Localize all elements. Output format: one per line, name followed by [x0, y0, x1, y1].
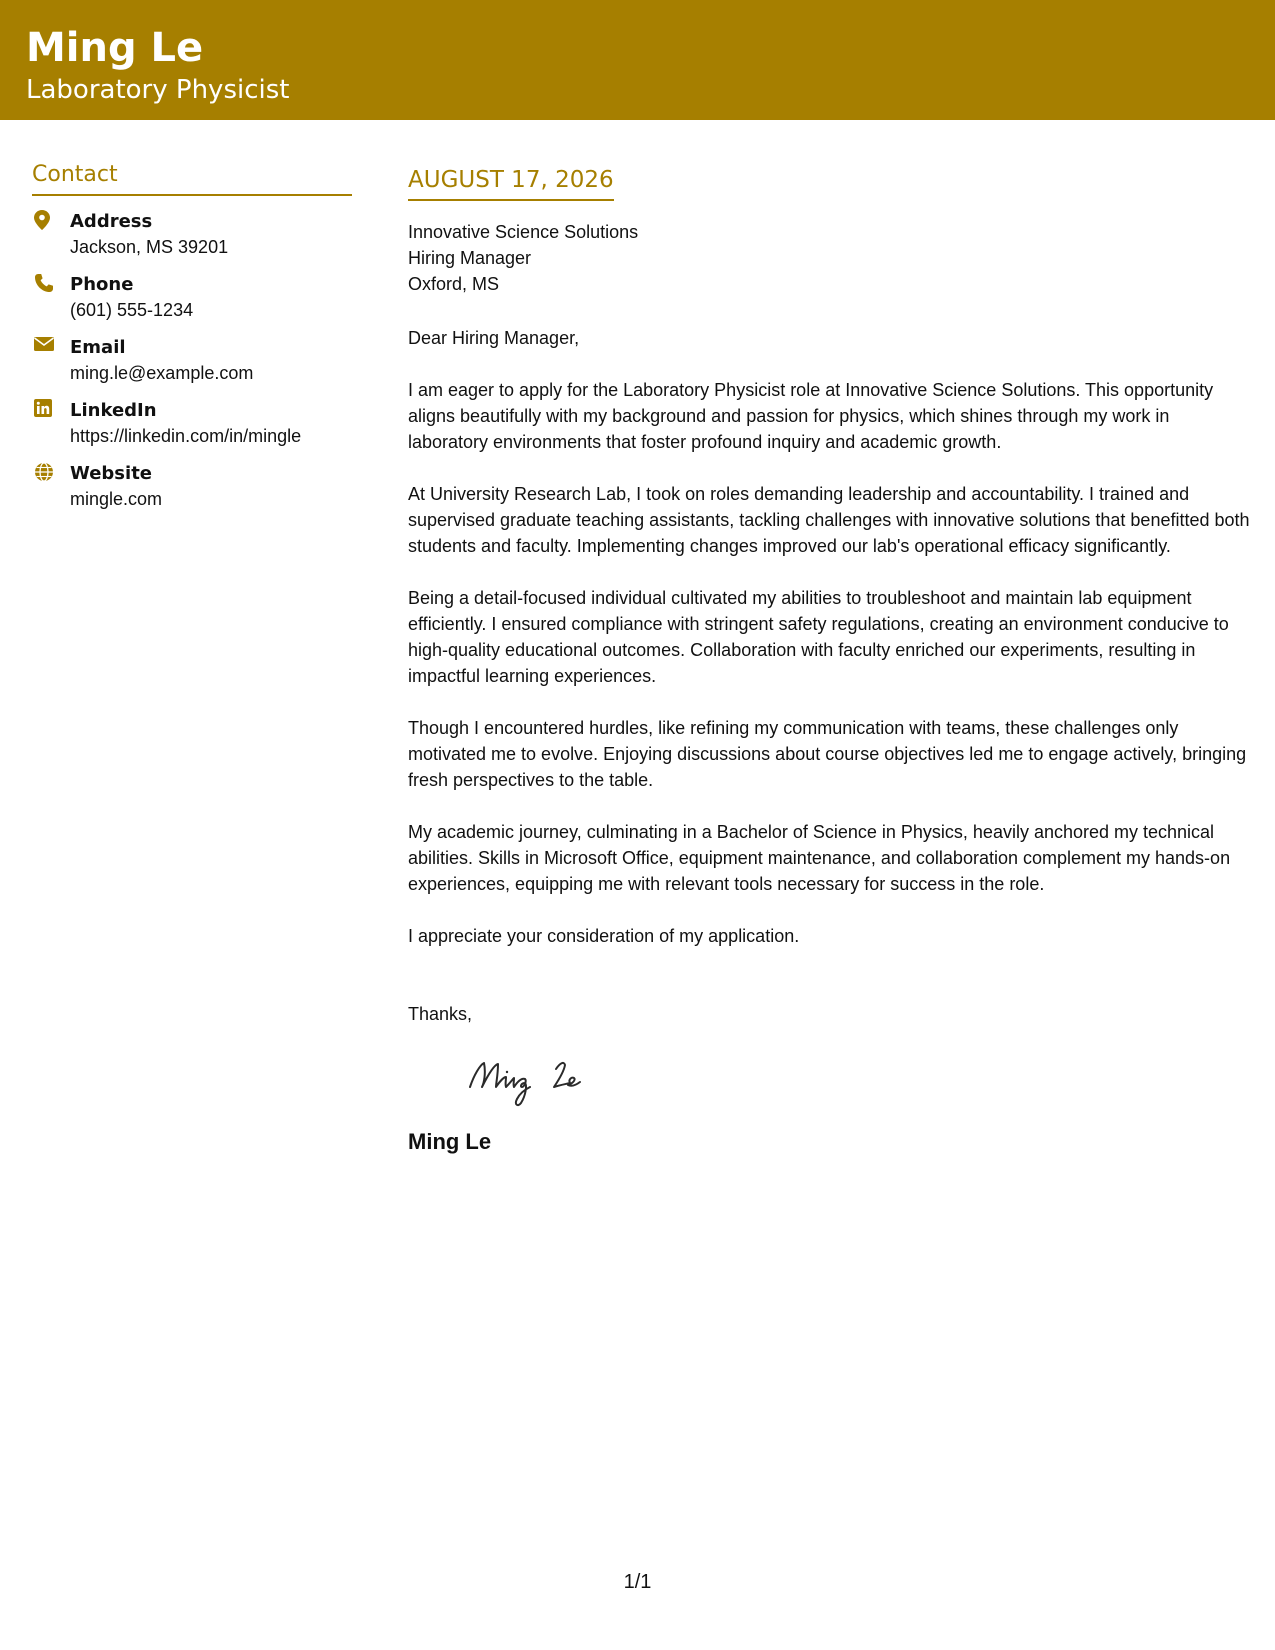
contact-section-title: Contact [32, 160, 352, 196]
contact-value[interactable]: https://linkedin.com/in/mingle [70, 426, 302, 446]
contact-label: Email [70, 337, 126, 358]
contact-item-address [32, 210, 352, 273]
contact-item-phone [32, 273, 352, 336]
signer-name: Ming Le [408, 1129, 492, 1154]
contact-value: ming.le@example.com [70, 363, 254, 383]
contact-item-linkedin [32, 399, 352, 462]
globe-icon [34, 462, 54, 482]
contact-sidebar [32, 160, 352, 525]
applicant-role: Laboratory Physicist [26, 75, 290, 105]
applicant-name: Ming Le [26, 25, 204, 71]
contact-label: Address [70, 211, 153, 232]
contact-label: LinkedIn [70, 400, 157, 421]
recipient-location: Oxford, MS [408, 274, 500, 294]
contact-item-email [32, 336, 352, 399]
recipient-company: Innovative Science Solutions [408, 222, 639, 242]
contact-value[interactable]: mingle.com [70, 489, 163, 509]
page-number: 1/1 [623, 1571, 652, 1593]
map-marker-icon [34, 210, 54, 230]
envelope-icon [34, 336, 54, 356]
recipient-block [408, 219, 1253, 297]
contact-label: Website [70, 463, 153, 484]
letter-paragraph: Being a detail-focused individual cultivated my abilities to troubleshoot and maintain lab equipment efficiently. I ensured compliance with stringent safety regulations, creating an environment conducive to high-quality educational outcomes. Collaboration with faculty enriched our experiments, resulting in impactful learning experiences. [408, 588, 1229, 686]
header-banner [0, 0, 1275, 120]
letter-paragraph: I am eager to apply for the Laboratory Physicist role at Innovative Science Solutions. This opportunity aligns beautifully with my background and passion for physics, which shines through my work in laboratory environments that foster profound inquiry and academic growth. [408, 380, 1214, 452]
letter-paragraph: Though I encountered hurdles, like refining my communication with teams, these challenges only motivated me to evolve. Enjoying discussions about course objectives led me to engage actively, bringing fresh perspectives to the table. [408, 718, 1247, 790]
handwritten-signature [464, 1047, 1253, 1109]
letter-paragraph: At University Research Lab, I took on roles demanding leadership and accountability. I trained and supervised graduate teaching assistants, tackling challenges with innovative solutions that benefitted both students and faculty. Implementing changes improved our lab's operational efficacy significantly. [408, 484, 1250, 556]
salutation: Dear Hiring Manager, [408, 328, 580, 348]
linkedin-icon [34, 399, 54, 419]
letter-paragraph: I appreciate your consideration of my application. [408, 926, 800, 946]
contact-value: (601) 555-1234 [70, 300, 194, 320]
phone-icon [34, 273, 54, 293]
contact-label: Phone [70, 274, 134, 295]
letter-paragraph: My academic journey, culminating in a Bachelor of Science in Physics, heavily anchored my technical abilities. Skills in Microsoft Office, equipment maintenance, and collaboration complement my hands-on experiences, equipping me with relevant tools necessary for success in the role. [408, 822, 1231, 894]
closing: Thanks, [408, 1004, 473, 1024]
contact-item-website [32, 462, 352, 525]
contact-value: Jackson, MS 39201 [70, 237, 229, 257]
recipient-title: Hiring Manager [408, 248, 532, 268]
letter-date: AUGUST 17, 2026 [408, 165, 614, 201]
letter-body [408, 165, 1253, 1157]
